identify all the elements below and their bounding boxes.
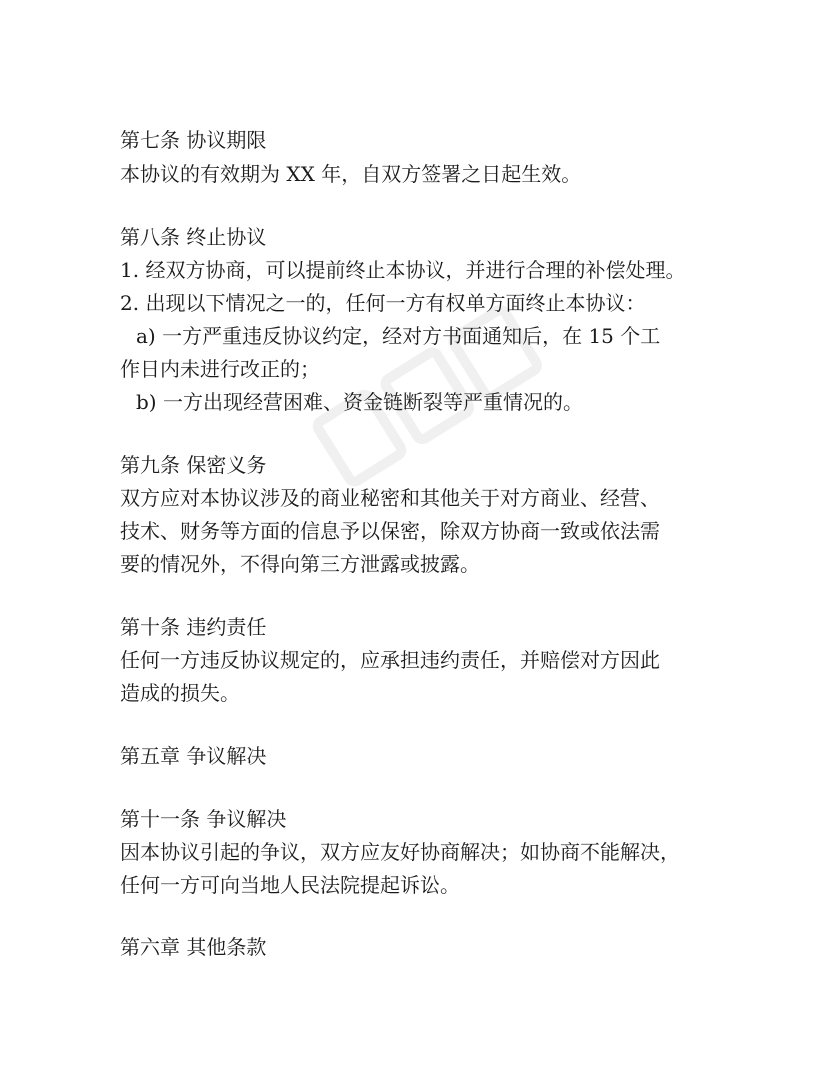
article-10-heading: 第十条 违约责任 (120, 615, 267, 639)
chapter-5-heading: 第五章 争议解决 (120, 744, 267, 768)
article-9-body-1: 双方应对本协议涉及的商业秘密和其他关于对方商业、经营、 (120, 486, 660, 510)
article-11-heading: 第十一条 争议解决 (120, 807, 287, 831)
article-9-heading: 第九条 保密义务 (120, 453, 267, 477)
article-8-item-2: 2. 出现以下情况之一的，任何一方有权单方面终止本协议： (120, 291, 646, 315)
chapter-6-heading: 第六章 其他条款 (120, 935, 267, 959)
article-10-body-1: 任何一方违反协议规定的，应承担违约责任，并赔偿对方因此 (120, 648, 660, 672)
article-11-body-2: 任何一方可向当地人民法院提起诉讼。 (120, 873, 460, 897)
article-8-item-1: 1. 经双方协商，可以提前终止本协议，并进行合理的补偿处理。 (120, 258, 686, 282)
article-8-item-2a-cont: 作日内未进行改正的； (120, 357, 320, 381)
article-7-heading: 第七条 协议期限 (120, 128, 267, 152)
article-9-body-2: 技术、财务等方面的信息予以保密，除双方协商一致或依法需 (120, 519, 660, 543)
article-7-body: 本协议的有效期为 XX 年，自双方签署之日起生效。 (120, 162, 582, 186)
article-11-body-1: 因本协议引起的争议，双方应友好协商解决；如协商不能解决， (120, 840, 680, 864)
article-8-item-2b: b) 一方出现经营困难、资金链断裂等严重情况的。 (136, 390, 583, 414)
article-8-heading: 第八条 终止协议 (120, 225, 267, 249)
article-8-item-2a: a) 一方严重违反协议约定，经对方书面通知后，在 15 个工 (136, 324, 661, 348)
article-9-body-3: 要的情况外，不得向第三方泄露或披露。 (120, 552, 480, 576)
article-10-body-2: 造成的损失。 (120, 681, 240, 705)
